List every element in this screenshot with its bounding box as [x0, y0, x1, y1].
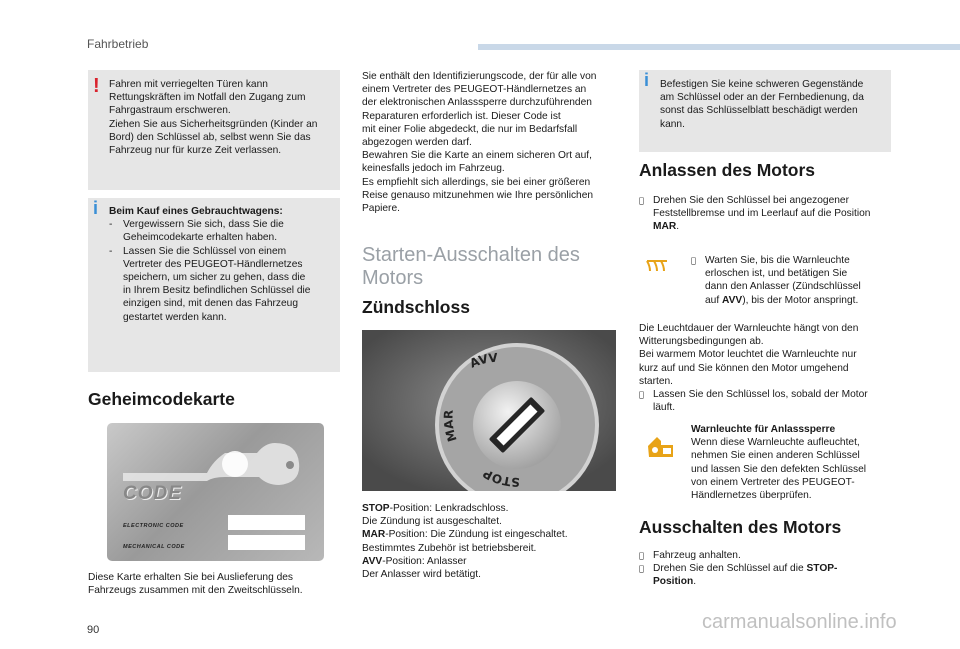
stop-engine-title: Ausschalten des Motors	[639, 517, 842, 537]
start-step-1: Drehen Sie den Schlüssel bei angezogener Feststellbremse und im Leerlauf auf die Position MAR.	[653, 195, 871, 233]
electronic-code-field	[228, 515, 305, 530]
ring-label-avv: AVV	[467, 350, 499, 371]
warning-box	[88, 70, 340, 190]
secret-code-card-image	[107, 423, 324, 561]
start-note: Die Leuchtdauer der Warnleuchte hängt von den Witterungsbedingungen ab. Bei warmem Motor leuchtet die Warnleuchte nur kurz auf und Sie können den Motor umgehend starten. Lassen Sie den Schlüssel los, sobald der Motor läuft.	[639, 322, 895, 414]
page-number: 90	[87, 624, 100, 636]
warning-text: Fahren mit verriegelten Türen kann Rettungskräften im Notfall den Zugang zum Fahrgastraum erschweren. Ziehen Sie aus Sicherheitsgründen (Kinder an Bord) den Schlüssel ab, selbst wenn Sie das Fahrzeug nur für kurze Zeit verlassen.	[109, 79, 318, 157]
list-item: Fahrzeug anhalten.	[653, 550, 741, 561]
start-step-2: Warten Sie, bis die Warnleuchte erloschen ist, und betätigen Sie dann den Anlasser (Zündschlüssel auf AVV), bis der Motor anspringt.	[705, 255, 861, 306]
card-code-label: CODE	[123, 483, 182, 504]
secret-card-title: Geheimcodekarte	[88, 389, 235, 409]
card-electronic-label: ELECTRONIC CODE	[123, 523, 184, 529]
key-info-box	[639, 70, 891, 152]
info-icon: i	[644, 70, 650, 90]
secret-card-caption: Diese Karte erhalten Sie bei Auslieferung des Fahrzeugs zusammen mit den Zweitschlüsseln.	[88, 572, 303, 597]
used-car-text: Beim Kauf eines Gebrauchtwagens: - Vergewissern Sie sich, dass Sie die Geheimcodekarte erhalten haben. - Lassen Sie die Schlüssel von einem Vertreter des PEUGEOT-Händlernetzes speichern, um sicher zu gehen, dass die in Ihrem Besitz befindlichen Schlüssel die einzigen sind, mit denen das Fahrzeug gestartet werden kann.	[109, 205, 337, 324]
key-info-text: Befestigen Sie keine schweren Gegenstände am Schlüssel oder an der Fernbedienung, da sonst das Schlüsselblatt beschädigt werden kann.	[660, 79, 864, 130]
ignition-title: Zündschloss	[362, 297, 470, 317]
ring-label-stop: STOP	[480, 466, 521, 490]
warning-icon: !	[93, 75, 100, 97]
list-item: Drehen Sie den Schlüssel auf die STOP- Position.	[653, 563, 838, 588]
ignition-lock-icon	[362, 330, 616, 491]
start-engine-title: Anlassen des Motors	[639, 160, 816, 180]
used-car-info-box	[88, 198, 340, 372]
ring-label-mar: MAR	[441, 409, 460, 444]
preheating-warning-icon	[645, 258, 671, 274]
start-step-3: Lassen Sie den Schlüssel los, sobald der Motor läuft.	[653, 389, 868, 414]
stop-steps	[639, 549, 895, 589]
start-stop-title: Starten-Ausschalten des Motors	[362, 244, 580, 289]
section-header: Fahrbetrieb	[87, 37, 149, 51]
watermark: carmanualsonline.info	[702, 611, 897, 633]
immobilizer-warning-icon	[645, 433, 677, 459]
list-item: - Vergewissern Sie sich, dass Sie die Geheimcodekarte erhalten haben.	[109, 219, 284, 244]
ignition-switch-image	[362, 330, 616, 491]
info-icon: i	[93, 198, 99, 218]
header-bar	[478, 44, 960, 50]
immobilizer-text: Warnleuchte für Anlasssperre Wenn diese Warnleuchte aufleuchtet, nehmen Sie einen anderen Schlüssel und lassen Sie den defekten Schlüssel von einem Vertreter des PEUGEOT- Händlernetzes überprüfen.	[691, 424, 867, 502]
list-item: - Lassen Sie die Schlüssel von einem Vertreter des PEUGEOT-Händlernetzes speichern, um sicher zu gehen, dass die in Ihrem Besitz befindlichen Schlüssel die einzigen sind, mit denen das Fahrzeug gestartet werden kann.	[109, 245, 311, 323]
secret-card-description: Sie enthält den Identifizierungscode, der für alle von einem Vertreter des PEUGEOT-Händlernetzes an der elektronischen Anlasssperre durchzuführenden Reparaturen erforderlich ist. Dieser Code ist mit einer Folie abgedeckt, die nur im Bedarfsfall abgezogen werden darf. Bewahren Sie die Karte an einem sicheren Ort auf, keinesfalls jedoch im Fahrzeug. Es empfiehlt sich allerdings, sie bei einer größeren Reise genauso mitzunehmen wie Ihre persönlichen Papiere.	[362, 71, 597, 215]
mechanical-code-field	[228, 535, 305, 550]
ignition-positions: STOP-Position: Lenkradschloss. Die Zündung ist ausgeschaltet. MAR-Position: Die Zündung ist eingeschaltet. Bestimmtes Zubehör ist betriebsbereit. AVV-Position: Anlasser Der Anlasser wird betätigt.	[362, 503, 568, 581]
card-mechanical-label: MECHANICAL CODE	[123, 544, 185, 550]
